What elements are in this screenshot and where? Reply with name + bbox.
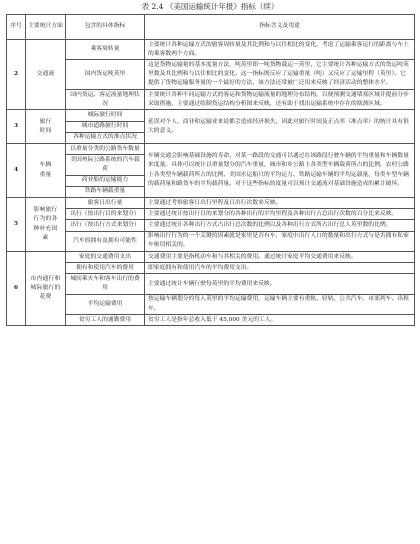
seq-cell: 5 [7,198,26,252]
aspect-cell: 车辆重量 [26,144,66,198]
table-header-row [7,15,415,40]
indicator-cell: 贫穷工人的通勤费用 [66,315,145,326]
indicator-cell: 平均运输费用 [66,294,145,314]
indicator-cell: 城市道路旅行时间 [66,121,145,132]
seq-cell: 6 [7,252,26,326]
indicator-cell: 家庭的交通费用支出 [66,252,145,263]
meaning-cell: 延误对个人、商业和运输业来说都会造成经济损失，因此对旅行时间及正点率（准点率）的统计具有很大的意义。 [145,110,415,144]
indicator-cell: 商业船的运输能力 [66,175,145,186]
table-row [7,144,415,155]
meaning-cell: 这是货物运输量的基本度量方法，吨英里即一吨货物载运一英里，它主要统计各种运输方式的货运吨英里数及其比例和与以往相比的变化。这一指标既反应了运输重量（吨）又反应了运输里程（英里）。它提供了货物运输服务量的一个最好的方法，该方法还常被广泛用来反映了经济活动的整体水平。 [145,60,415,90]
table-row [7,231,415,251]
header-seq: 序号 [7,15,26,40]
meaning-cell: 主要通过统计按出行目的来划分的各种出行的平均里程及各种出行占总出行次数的百分比来反映。 [145,209,415,220]
header-aspect: 主要统计方面 [26,15,66,40]
meaning-cell: 影响出行行为的一个关键的因素就是家里是否有车，家庭中出行人口的数量和出行方式与是否拥有私家车密切相关的。 [145,231,415,251]
meaning-cell: 主要通过统计车辆行驶每英里的平均费用来反映。 [145,274,415,294]
meaning-cell: 按运输车辆划分的每人英里的平均运输费用，运输车辆主要有重轨、轻轨、公共汽车、市郊列车、出租车。 [145,294,415,314]
indicator-cell: 国内货运、客运流量地理状况 [66,90,145,110]
table-row [7,263,415,274]
seq-cell: 3 [7,110,26,144]
meaning-cell: 主要统计各种运输方式的旅客周转量及其比例和与以往相比的变化，考虑了运输乘客运行的距离与车上的乘客数两个方面。 [145,40,415,60]
meaning-cell: 交通费用主要是指机动车和与其相关的费用。通过统计家庭平均交通费用来反映。 [145,252,415,263]
meaning-cell: 车辆交通会影响基础设施的寿命，对某一路段的交通可以通过在该路段行驶车辆的平均重量和车辆数量来度量。具体可以统计以重量划分的汽车重量，城市和乡公路上各类型车辆载荷所占的比例，农村公路上各类型车辆载荷所占的比例、美国水运船只的平均运力、铁路运输车辆的平均运载量，每类车型车辆的载荷量和路货车的平均载荷量。对于这些指标的度量可以预计交通流对基础设施造成的累计破坏。 [145,144,415,198]
table-row [7,198,415,209]
table-caption: 表 2.4 《美国运输统计年报》指标（续） [141,2,279,11]
indicator-cell: 各种运输方式的准点状况 [66,132,145,143]
indicator-cell: 以重量分类的公路货车数量 [66,144,145,155]
table-row [7,60,415,90]
meaning-cell: 主要统计各种不同运输方式的客运和货物运输流量的地理分布结构，以便预测交通堵塞区域并提前分步采取措施，主要通过绘制货运结构分析图来反映，还有助于找出运输系统中存在的瓶颈区域。 [145,90,415,110]
table-row [7,90,415,110]
aspect-cell: 市内通行和城际旅行的花费 [26,252,66,326]
header-indicators: 包含的具体指标 [66,15,145,40]
indicator-table [6,14,415,326]
table-row [7,274,415,294]
table-row [7,110,415,121]
meaning-cell: 即家庭拥有和使用汽车的平均费用支出。 [145,263,415,274]
header-meaning: 指标含义及用途 [145,15,415,40]
indicator-cell: 出行（按出行目的来划分） [66,209,145,220]
indicator-cell: 汽车的拥有及拥有可能性 [66,231,145,251]
indicator-cell: 铁路车辆载重量 [66,186,145,197]
indicator-cell: 乘客周转量 [66,40,145,60]
meaning-cell: 贫穷工人是指年总收入低于 45,000 美元的工人。 [145,315,415,326]
aspect-cell: 交通流 [26,40,66,110]
table-row [7,220,415,231]
table-row [7,315,415,326]
table-row [7,40,415,60]
meaning-cell: 主要通过考察旅客日出行里程及日出行次数来反映。 [145,198,415,209]
indicator-cell: 出行（按出行方式来划分） [66,220,145,231]
indicator-cell: 城际旅行时间 [66,110,145,121]
indicator-cell: 旅客日出行量 [66,198,145,209]
table-row [7,209,415,220]
indicator-cell: 拥有和使用汽车的费用 [66,263,145,274]
table-row [7,294,415,314]
indicator-cell: 国内货运吨英里 [66,60,145,90]
meaning-cell: 主要通过统计各种出行方式占出行总次数的比例以及各种出行方式所占出行总人英里数的比例。 [145,220,415,231]
table-row [7,252,415,263]
seq-cell: 2 [7,40,26,110]
seq-cell: 4 [7,144,26,198]
aspect-cell: 影响旅行行为的各种补充因素 [26,198,66,252]
indicator-cell: 城间乘火车和客车出行的费用 [66,274,145,294]
aspect-cell: 旅行时间 [26,110,66,144]
indicator-cell: 美国州际公路系统的汽车载荷 [66,155,145,175]
